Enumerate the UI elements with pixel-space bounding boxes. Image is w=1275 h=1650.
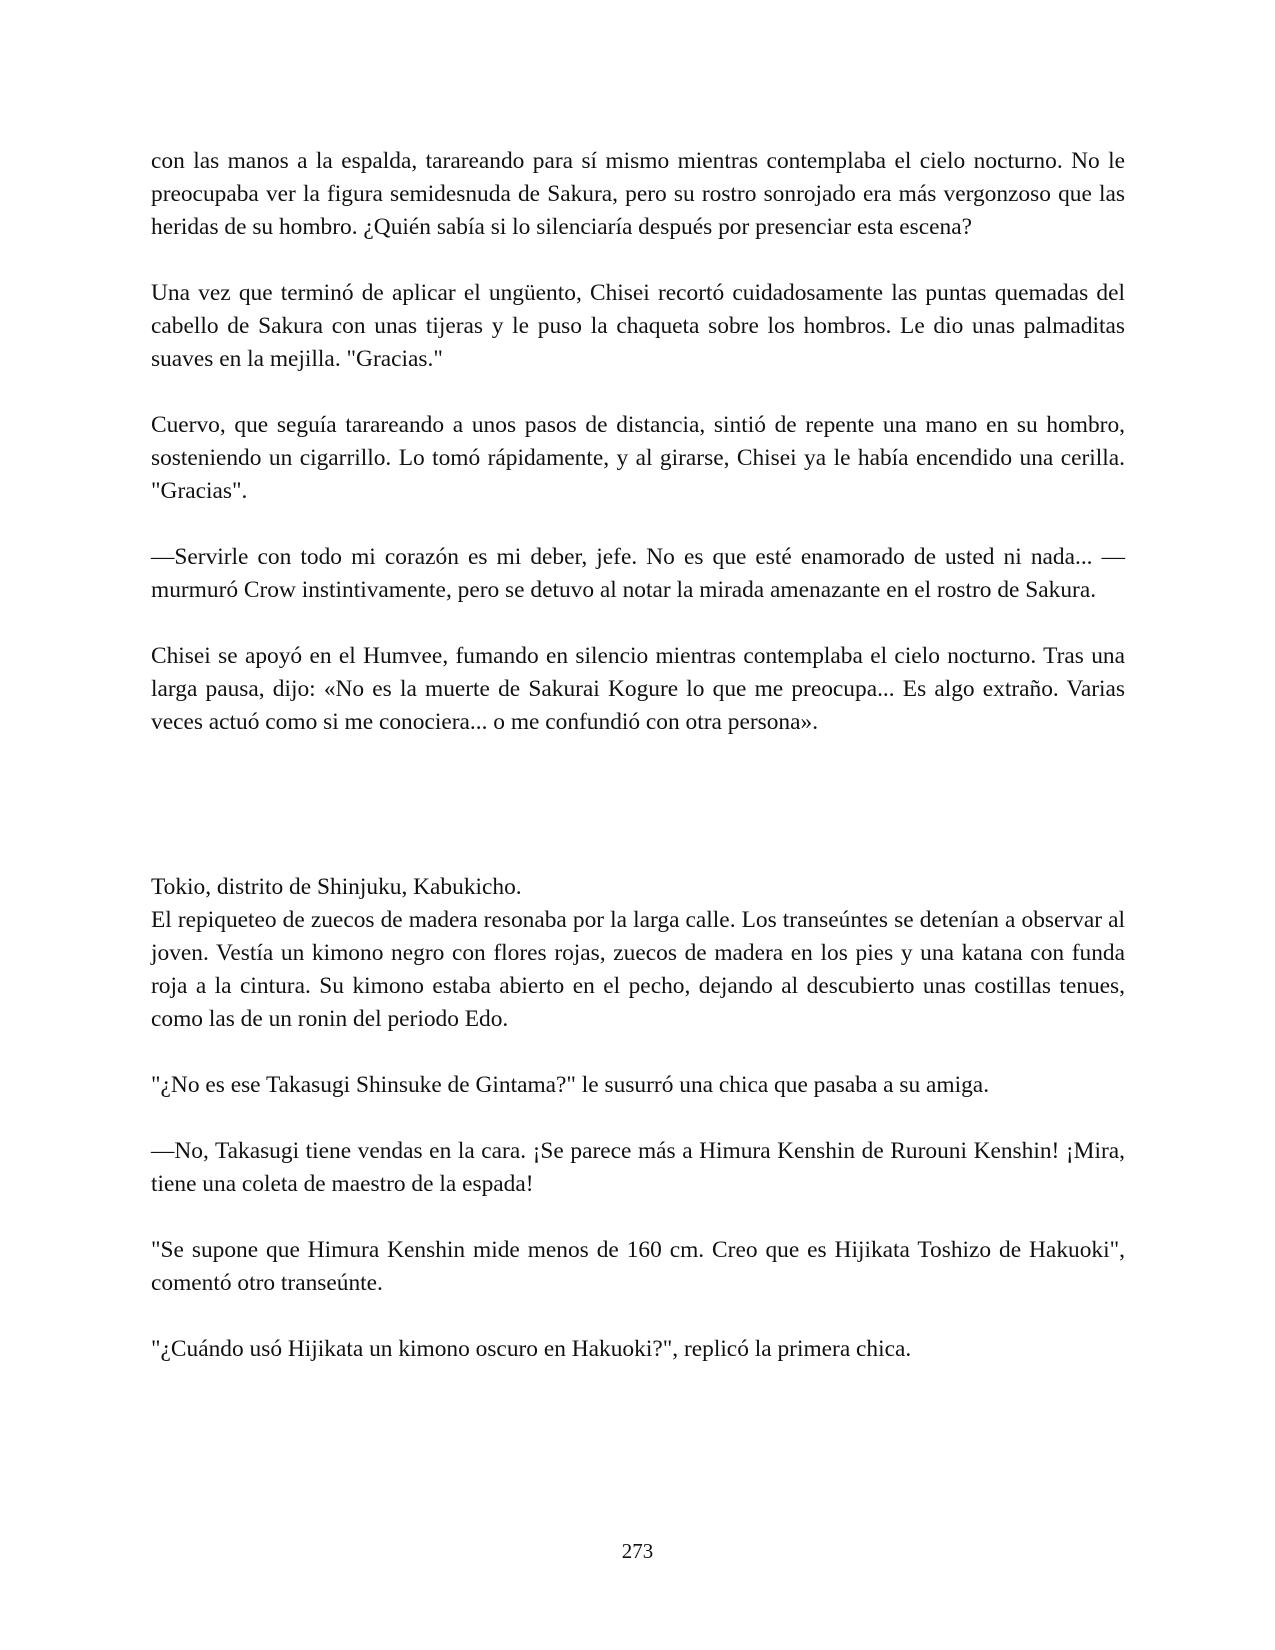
paragraph-9: "Se supone que Himura Kenshin mide menos de 160 cm. Creo que es Hijikata Toshizo de Hakuoki", comentó otro transeúnte. [151,1237,1125,1296]
page-body [151,145,1125,1399]
paragraph-8: —No, Takasugi tiene vendas en la cara. ¡Se parece más a Himura Kenshin de Rurouni Kenshin! ¡Mira, tiene una coleta de maestro de la espada! [151,1138,1125,1197]
paragraph-10: "¿Cuándo usó Hijikata un kimono oscuro en Hakuoki?", replicó la primera chica. [151,1336,912,1362]
paragraph-3: Cuervo, que seguía tarareando a unos pasos de distancia, sintió de repente una mano en su hombro, sosteniendo un cigarrillo. Lo tomó rápidamente, y al girarse, Chisei ya le había encendido una cerilla. "Gracias". [151,412,1125,504]
paragraph-1: con las manos a la espalda, tarareando para sí mismo mientras contemplaba el cielo nocturno. No le preocupaba ver la figura semidesnuda de Sakura, pero su rostro sonrojado era más vergonzoso que las heridas de su hombro. ¿Quién sabía si lo silenciaría después por presenciar esta escena? [151,148,1125,240]
paragraph-5: Chisei se apoyó en el Humvee, fumando en silencio mientras contemplaba el cielo nocturno. Tras una larga pausa, dijo: «No es la muerte de Sakurai Kogure lo que me preocupa... Es algo extraño. Varias veces actuó como si me conociera... o me confundió con otra persona». [151,643,1125,735]
paragraph-4: —Servirle con todo mi corazón es mi deber, jefe. No es que esté enamorado de usted ni nada... —murmuró Crow instintivamente, pero se detuvo al notar la mirada amenazante en el rostro de Sakura. [151,544,1125,603]
scene-location: Tokio, distrito de Shinjuku, Kabukicho. [151,874,522,900]
page-number: 273 [621,1539,654,1563]
paragraph-2: Una vez que terminó de aplicar el ungüento, Chisei recortó cuidadosamente las puntas quemadas del cabello de Sakura con unas tijeras y le puso la chaqueta sobre los hombros. Le dio unas palmaditas suaves en la mejilla. "Gracias." [151,280,1125,372]
paragraph-7: "¿No es ese Takasugi Shinsuke de Gintama?" le susurró una chica que pasaba a su amiga. [151,1072,990,1098]
scene-break [151,772,1125,871]
paragraph-6: El repiqueteo de zuecos de madera resonaba por la larga calle. Los transeúntes se detenían a observar al joven. Vestía un kimono negro con flores rojas, zuecos de madera en los pies y una katana con funda roja a la cintura. Su kimono estaba abierto en el pecho, dejando al descubierto unas costillas tenues, como las de un ronin del periodo Edo. [151,907,1125,1032]
